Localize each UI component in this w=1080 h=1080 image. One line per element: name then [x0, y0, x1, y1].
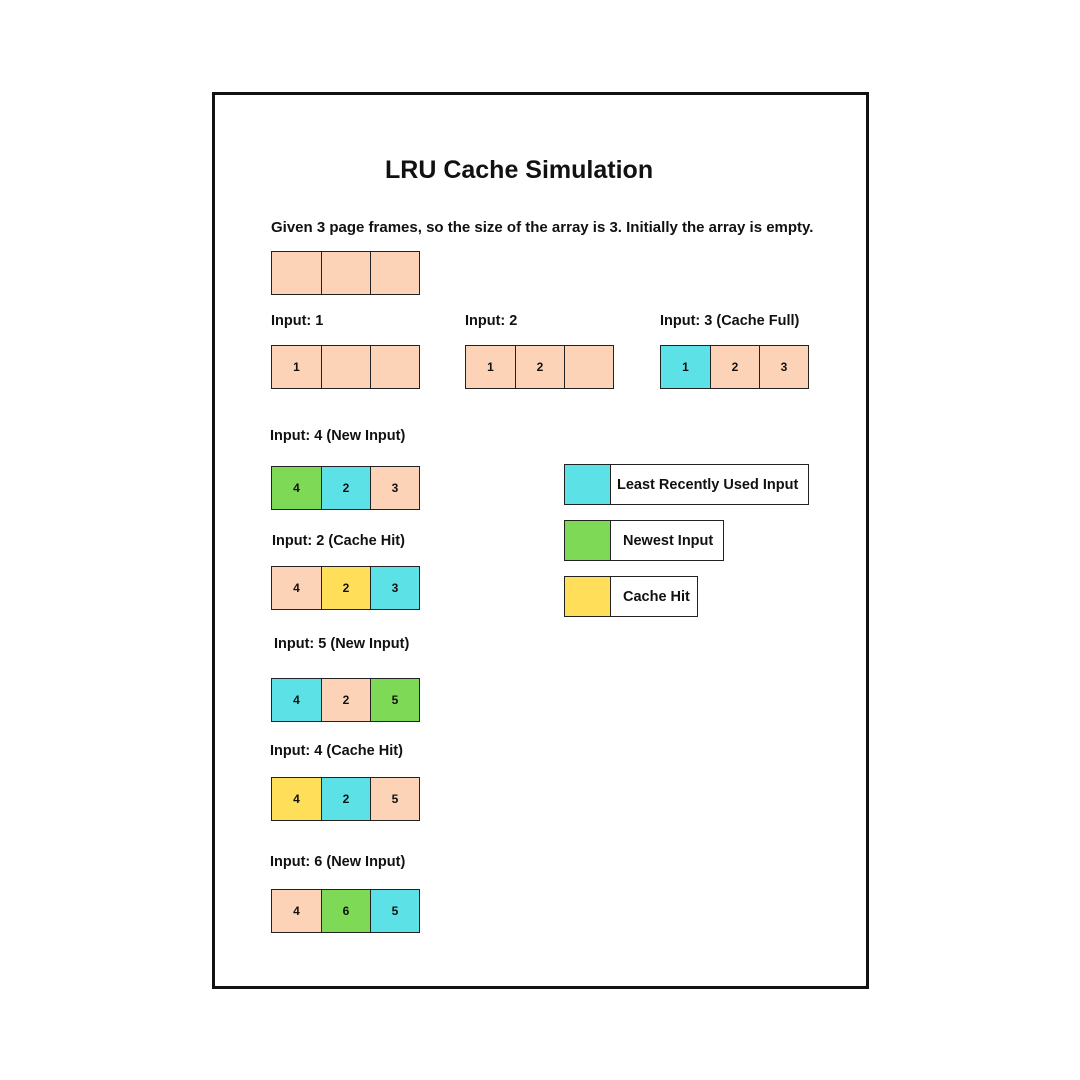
step-array — [271, 345, 420, 389]
step-label: Input: 5 (New Input) — [274, 636, 410, 652]
array-cell: 1 — [661, 346, 710, 388]
array-cell: 2 — [321, 567, 370, 609]
step-array — [271, 466, 420, 510]
step-label: Input: 1 — [271, 313, 324, 329]
array-cell: 2 — [515, 346, 564, 388]
array-cell: 2 — [321, 679, 370, 721]
step-array — [465, 345, 614, 389]
step-label: Input: 4 (New Input) — [270, 428, 406, 444]
array-cell: 4 — [272, 679, 321, 721]
step-array — [660, 345, 809, 389]
array-cell: 3 — [370, 567, 419, 609]
array-cell: 6 — [321, 890, 370, 932]
step-array — [271, 678, 420, 722]
step-array — [271, 566, 420, 610]
step-label: Input: 2 (Cache Hit) — [272, 533, 405, 549]
array-cell — [321, 252, 370, 294]
intro-text: Given 3 page frames, so the size of the array is 3. Initially the array is empty. — [271, 219, 814, 236]
array-cell: 1 — [272, 346, 321, 388]
array-cell: 3 — [370, 467, 419, 509]
array-cell — [272, 252, 321, 294]
step-array — [271, 777, 420, 821]
step-array — [271, 889, 420, 933]
array-cell — [370, 346, 419, 388]
legend-item-cache-hit — [564, 576, 698, 617]
array-cell: 4 — [272, 567, 321, 609]
step-label: Input: 3 (Cache Full) — [660, 313, 800, 329]
array-cell — [564, 346, 613, 388]
array-cell: 2 — [710, 346, 759, 388]
step-label: Input: 4 (Cache Hit) — [270, 743, 403, 759]
array-cell: 1 — [466, 346, 515, 388]
step-label: Input: 2 — [465, 313, 518, 329]
legend-swatch — [565, 521, 611, 560]
legend-swatch — [565, 577, 611, 616]
legend-label: Newest Input — [623, 532, 714, 549]
array-cell: 5 — [370, 890, 419, 932]
legend-label: Cache Hit — [623, 588, 690, 605]
array-cell: 2 — [321, 467, 370, 509]
legend-item-lru — [564, 464, 809, 505]
step-label: Input: 6 (New Input) — [270, 854, 406, 870]
array-cell: 4 — [272, 467, 321, 509]
array-cell: 5 — [370, 778, 419, 820]
array-cell: 4 — [272, 778, 321, 820]
page-title: LRU Cache Simulation — [385, 156, 654, 184]
array-cell — [370, 252, 419, 294]
legend-swatch — [565, 465, 611, 504]
array-cell: 2 — [321, 778, 370, 820]
array-cell — [321, 346, 370, 388]
legend-item-newest — [564, 520, 724, 561]
initial-array — [271, 251, 420, 295]
array-cell: 4 — [272, 890, 321, 932]
array-cell: 5 — [370, 679, 419, 721]
array-cell: 3 — [759, 346, 808, 388]
legend-label: Least Recently Used Input — [617, 476, 799, 493]
